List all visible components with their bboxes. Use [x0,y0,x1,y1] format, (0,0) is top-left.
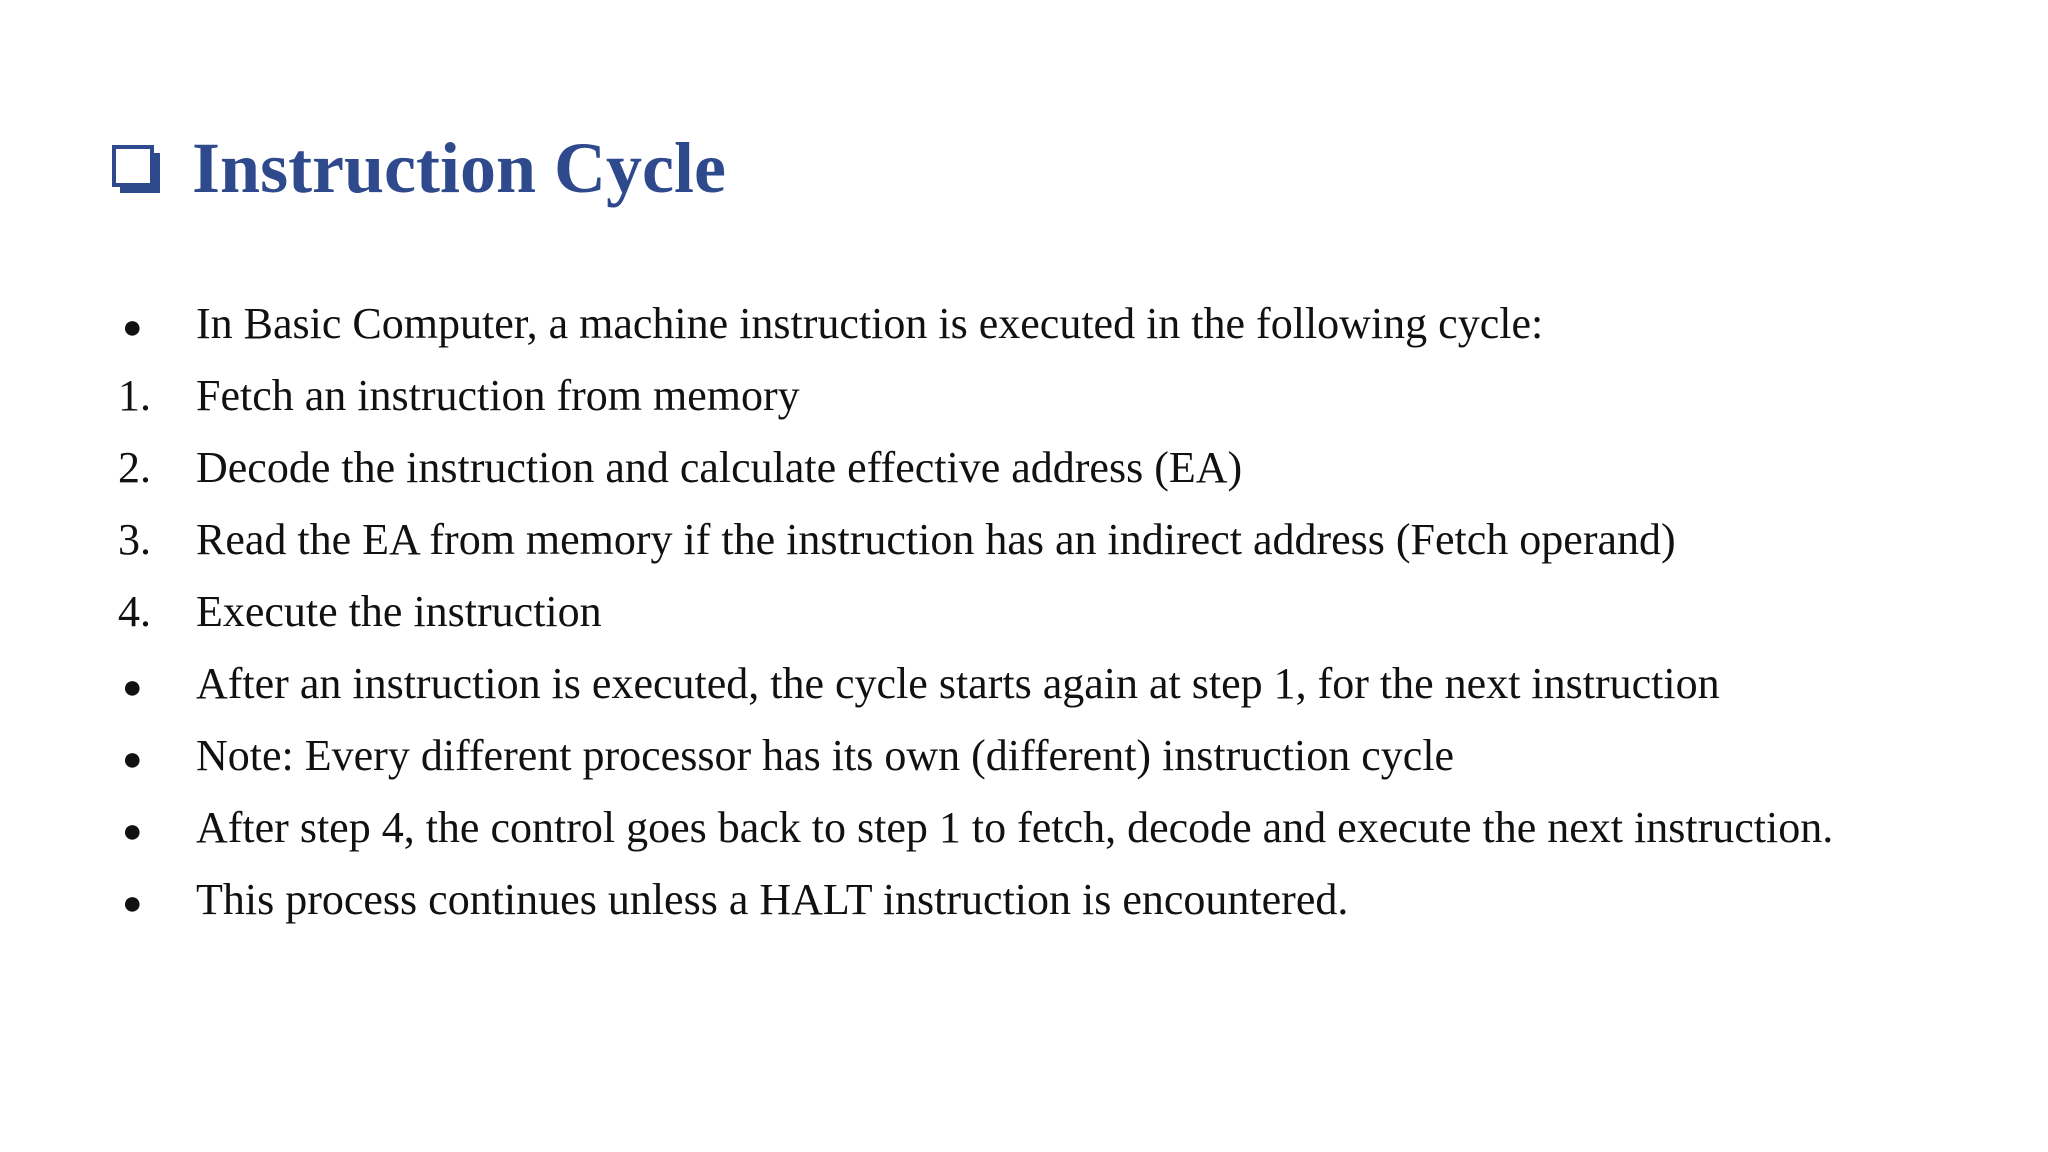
list-item-text: After step 4, the control goes back to step 1 to fetch, decode and execute the next instruction. [196,803,1834,852]
number-marker: 1. [118,371,151,420]
content-list [112,288,1992,936]
list-item-text: This process continues unless a HALT instruction is encountered. [196,875,1349,924]
checkbox-square-icon [112,145,158,191]
list-item-text: In Basic Computer, a machine instruction is executed in the following cycle: [196,299,1544,348]
list-item [112,576,1992,648]
bullet-marker: ● [122,885,143,922]
list-item [112,648,1992,720]
bullet-marker: ● [122,813,143,850]
bullet-marker: ● [122,669,143,706]
list-item [112,864,1992,936]
number-marker: 3. [118,515,151,564]
list-item-text: After an instruction is executed, the cycle starts again at step 1, for the next instruction [196,659,1720,708]
number-marker: 2. [118,443,151,492]
list-item [112,288,1992,360]
list-item [112,792,1992,864]
list-item [112,360,1992,432]
list-item [112,504,1992,576]
list-item [112,720,1992,792]
slide-title: Instruction Cycle [192,128,726,208]
list-item [112,432,1992,504]
list-item-text: Decode the instruction and calculate effective address (EA) [196,443,1243,492]
number-marker: 4. [118,587,151,636]
list-item-text: Note: Every different processor has its own (different) instruction cycle [196,731,1455,780]
slide-title-row [112,118,726,218]
list-item-text: Read the EA from memory if the instruction has an indirect address (Fetch operand) [196,515,1676,564]
bullet-marker: ● [122,309,143,346]
list-item-text: Execute the instruction [196,587,602,636]
bullet-marker: ● [122,741,143,778]
list-item-text: Fetch an instruction from memory [196,371,800,420]
